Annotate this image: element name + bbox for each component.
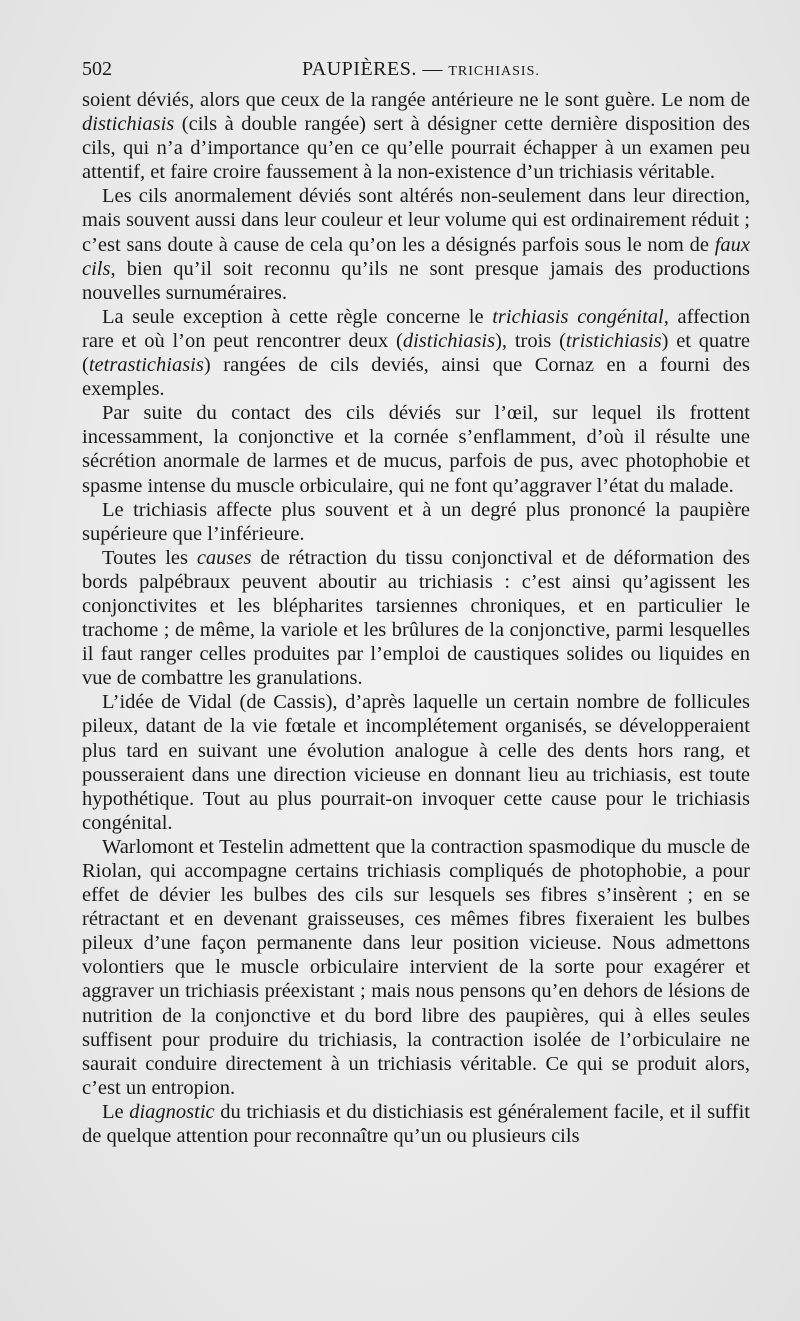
text-run: Toutes les bbox=[102, 546, 197, 569]
text-run: Warlomont et Testelin admettent que la contraction spasmodique du muscle de Riolan, qui accompagne certains trichiasis compliqués de photophobie, a pour effet de dévier les bulbes des cils sur lesquels ses fibres s’insèrent ; en se rétractant et en devenant graisseuses, ces mêmes fibres fixeraient les bulbes pileux d’une façon permanente dans leur position vicieuse. Nous admettons volontiers que le muscle orbiculaire intervient de la sorte pour exagérer et aggraver un trichiasis préexistant ; mais nous pensons qu’en dehors de lésions de nutrition de la conjonctive et du bord libre des paupières, qui à elles seules suffisent pour produire du trichiasis, la contraction isolée de l’orbiculaire ne saurait conduire directement à un trichiasis véritable. Ce qui se produit alors, c’est un entropion. bbox=[82, 835, 750, 1099]
text-run: du trichiasis et du distichiasis est généralement facile, et il suffit de quelque attention pour reconnaître qu’un ou plusieurs cils bbox=[82, 1100, 750, 1148]
text-run: ) et quatre ( bbox=[82, 329, 750, 377]
paragraph bbox=[82, 88, 750, 184]
italic-term: trichiasis congénital bbox=[492, 305, 664, 328]
text-run: Par suite du contact des cils déviés sur l’œil, sur lequel ils frottent incessamment, la conjonctive et la cornée s’enflamment, d’où il résulte une sécrétion anormale de larmes et de mucus, parfois de pus, avec photophobie et spasme intense du muscle orbiculaire, qui ne font qu’aggraver l’état du malade. bbox=[82, 402, 750, 497]
section-title: TRICHIASIS. bbox=[448, 64, 540, 79]
italic-term: tristichiasis bbox=[565, 329, 662, 352]
text-run: Les cils anormalement déviés sont altérés non-seulement dans leur direction, mais souvent aussi dans leur couleur et leur volume qui est ordinairement réduit ; c’est sans doute à cause de cela qu’on les a désignés parfois sous le nom de bbox=[82, 185, 750, 256]
text-run: ) rangées de cils deviés, ainsi que Cornaz en a fourni des exemples. bbox=[82, 354, 750, 401]
text-run: , bien qu’il soit reconnu qu’ils ne sont presque jamais des productions nouvelles surnuméraires. bbox=[82, 257, 750, 304]
text-run: , affection rare et où l’on peut rencontrer deux ( bbox=[82, 305, 750, 352]
paragraph bbox=[82, 546, 750, 691]
paragraph bbox=[82, 305, 750, 401]
text-run: La seule exception à cette règle concerne le bbox=[102, 305, 493, 328]
paragraph bbox=[82, 690, 750, 835]
text-run: Le trichiasis affecte plus souvent et à un degré plus prononcé la paupière supérieure que l’inférieure. bbox=[82, 498, 750, 545]
text-run: de rétraction du tissu conjonctival et de déformation des bords palpébraux peuvent aboutir au trichiasis : c’est ainsi qu’agissent les conjonctivites et les blépharites tarsiennes chroniques, et en particulier le trachome ; de même, la variole et les brûlures de la conjonctive, parmi lesquelles il faut ranger celles produites par l’emploi de caustiques solides ou liquides en vue de combattre les granulations. bbox=[82, 546, 751, 690]
text-run: ), trois ( bbox=[495, 329, 566, 352]
chapter-title: PAUPIÈRES. bbox=[302, 58, 417, 80]
italic-term: faux cils bbox=[82, 233, 750, 280]
italic-term: diagnostic bbox=[129, 1100, 215, 1123]
italic-term: distichiasis bbox=[82, 113, 175, 136]
paragraph bbox=[82, 1100, 750, 1148]
paragraph bbox=[82, 835, 750, 1100]
running-header bbox=[82, 58, 750, 86]
text-run: (cils à double rangée) sert à désigner cette dernière disposition des cils, qui n’a d’importance qu’en ce qu’elle pourrait échapper à un examen peu attentif, et faire croire faussement à la non-existence d’un trichiasis véritable. bbox=[82, 113, 750, 184]
running-title bbox=[302, 58, 540, 81]
text-run: soient déviés, alors que ceux de la rangée antérieure ne le sont guère. Le nom de bbox=[82, 89, 750, 111]
body-text bbox=[82, 88, 750, 1148]
paragraph bbox=[82, 401, 750, 497]
italic-term: tetrastichiasis bbox=[88, 354, 204, 377]
paragraph bbox=[82, 184, 750, 304]
italic-term: distichiasis bbox=[402, 329, 496, 352]
page-number: 502 bbox=[82, 58, 112, 80]
italic-term: causes bbox=[196, 546, 252, 569]
text-run: Le bbox=[102, 1100, 130, 1123]
paragraph bbox=[82, 498, 750, 546]
title-dash: — bbox=[422, 58, 443, 80]
text-run: L’idée de Vidal (de Cassis), d’après laquelle un certain nombre de follicules pileux, datant de la vie fœtale et incomplétement organisés, se développeraient plus tard en suivant une évolution analogue à celle des dents hors rang, et pousseraient dans une direction vicieuse en donnant lieu au trichiasis, est toute hypothétique. Tout au plus pourrait-on invoquer cette cause pour le trichiasis congénital. bbox=[82, 691, 750, 834]
